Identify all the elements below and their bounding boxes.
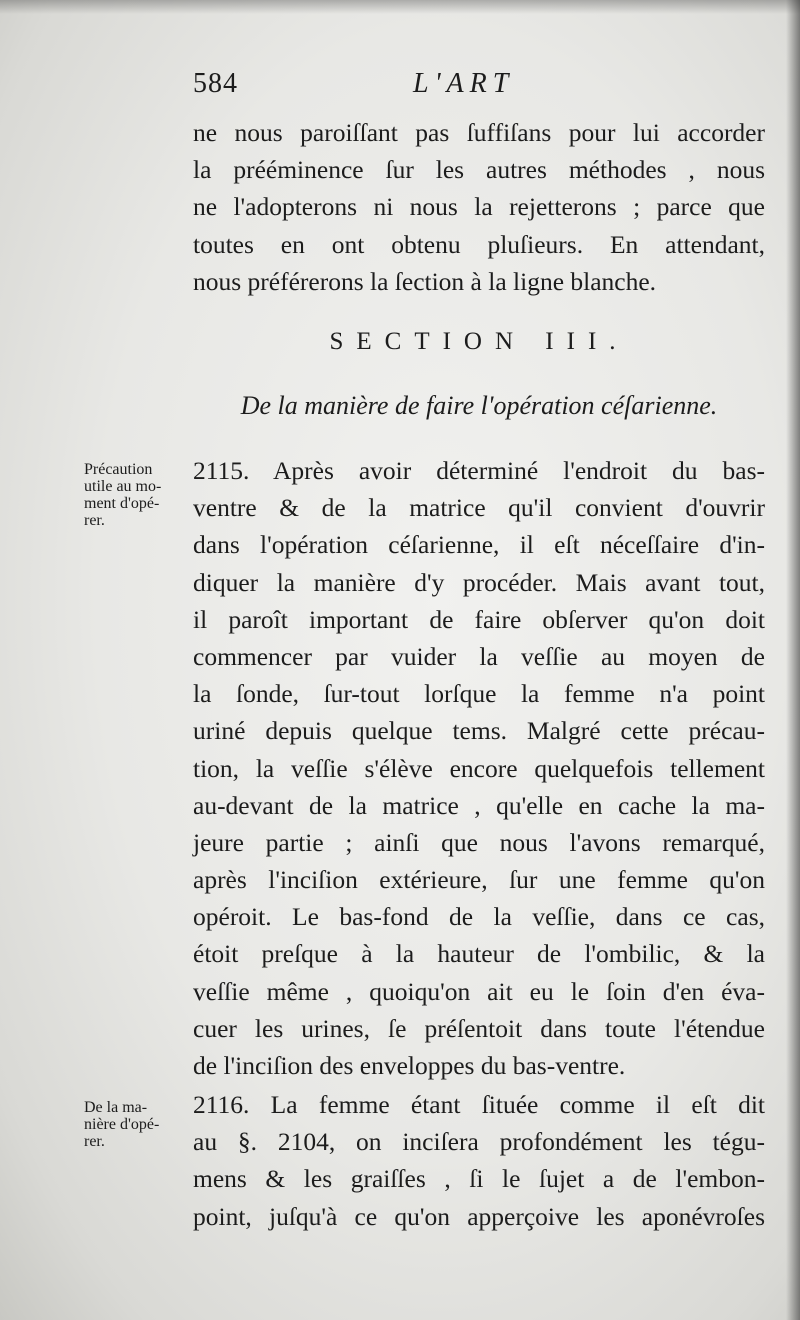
running-title: L'ART — [413, 68, 515, 99]
page-header — [193, 68, 763, 104]
text-line: dans l'opération céſarienne, il eſt néceſſaire d'in- — [193, 530, 765, 560]
text-line: diquer la manière d'y procéder. Mais avant tout, — [193, 567, 765, 597]
text-line: jeure partie ; ainſi que nous l'avons remarqué, — [193, 827, 765, 857]
marginal-line: rer. — [84, 512, 105, 529]
marginal-line: Précaution — [84, 461, 153, 478]
text-line: cuer les urines, ſe préſentoit dans toute l'étendue — [193, 1013, 765, 1043]
text-line: tion, la veſſie s'élève encore quelquefois tellement — [193, 753, 765, 783]
text-line: après l'inciſion extérieure, ſur une femme qu'on — [193, 865, 765, 895]
paragraph-2116 — [193, 1086, 765, 1235]
text-line: 2115. Après avoir déterminé l'endroit du bas- — [193, 456, 765, 485]
text-line: ne l'adopterons ni nous la rejetterons ; parce que — [193, 192, 765, 222]
marginal-line: nière d'opé- — [84, 1116, 160, 1133]
marginal-line: De la ma- — [84, 1099, 148, 1116]
paragraph-2115 — [193, 452, 765, 1084]
text-line: mens & les graiſſes , ſi le ſujet a de l'embon- — [193, 1164, 765, 1194]
intro-paragraph — [193, 114, 765, 300]
marginal-line: rer. — [84, 1133, 105, 1150]
text-line: au-devant de la matrice , qu'elle en cache la ma- — [193, 790, 765, 820]
text-line: au §. 2104, on inciſera profondément les tégu- — [193, 1127, 765, 1157]
text-line: uriné depuis quelque tems. Malgré cette précau- — [193, 716, 765, 746]
text-line: opéroit. Le bas-fond de la veſſie, dans ce cas, — [193, 902, 765, 932]
marginal-note-manner — [84, 1099, 188, 1150]
marginal-line: utile au mo- — [84, 478, 162, 495]
text-line: la ſonde, ſur-tout lorſque la femme n'a point — [193, 679, 765, 709]
text-line: commencer par vuider la veſſie au moyen de — [193, 641, 765, 671]
text-line: ne nous paroiſſant pas ſuffiſans pour lui accorder — [193, 118, 765, 147]
text-line: de l'inciſion des enveloppes du bas-ventre. — [193, 1051, 626, 1080]
text-line: veſſie même , quoiqu'on ait eu le ſoin d'en éva- — [193, 976, 765, 1006]
page-shadow-top — [0, 0, 800, 14]
text-line: ventre & de la matrice qu'il convient d'ouvrir — [193, 493, 765, 523]
text-line: il paroît important de faire obſerver qu'on doit — [193, 604, 765, 634]
text-line: étoit preſque à la hauteur de l'ombilic, & la — [193, 939, 765, 969]
marginal-line: ment d'opé- — [84, 495, 160, 512]
text-line: nous préférerons la ſection à la ligne blanche. — [193, 266, 657, 296]
text-line: la prééminence ſur les autres méthodes , nous — [193, 155, 765, 185]
text-line: 2116. La femme étant ſituée comme il eſt dit — [193, 1090, 765, 1119]
page-shadow-right — [786, 0, 800, 1320]
section-subheading: De la manière de faire l'opération céſarienne. — [240, 391, 718, 420]
text-line: toutes en ont obtenu pluſieurs. En attendant, — [193, 229, 765, 259]
section-heading: SECTION III. — [329, 328, 629, 355]
page-number: 584 — [193, 68, 238, 99]
text-line: point, juſqu'à ce qu'on apperçoive les aponévroſes — [193, 1201, 765, 1231]
marginal-note-precaution — [84, 461, 188, 529]
